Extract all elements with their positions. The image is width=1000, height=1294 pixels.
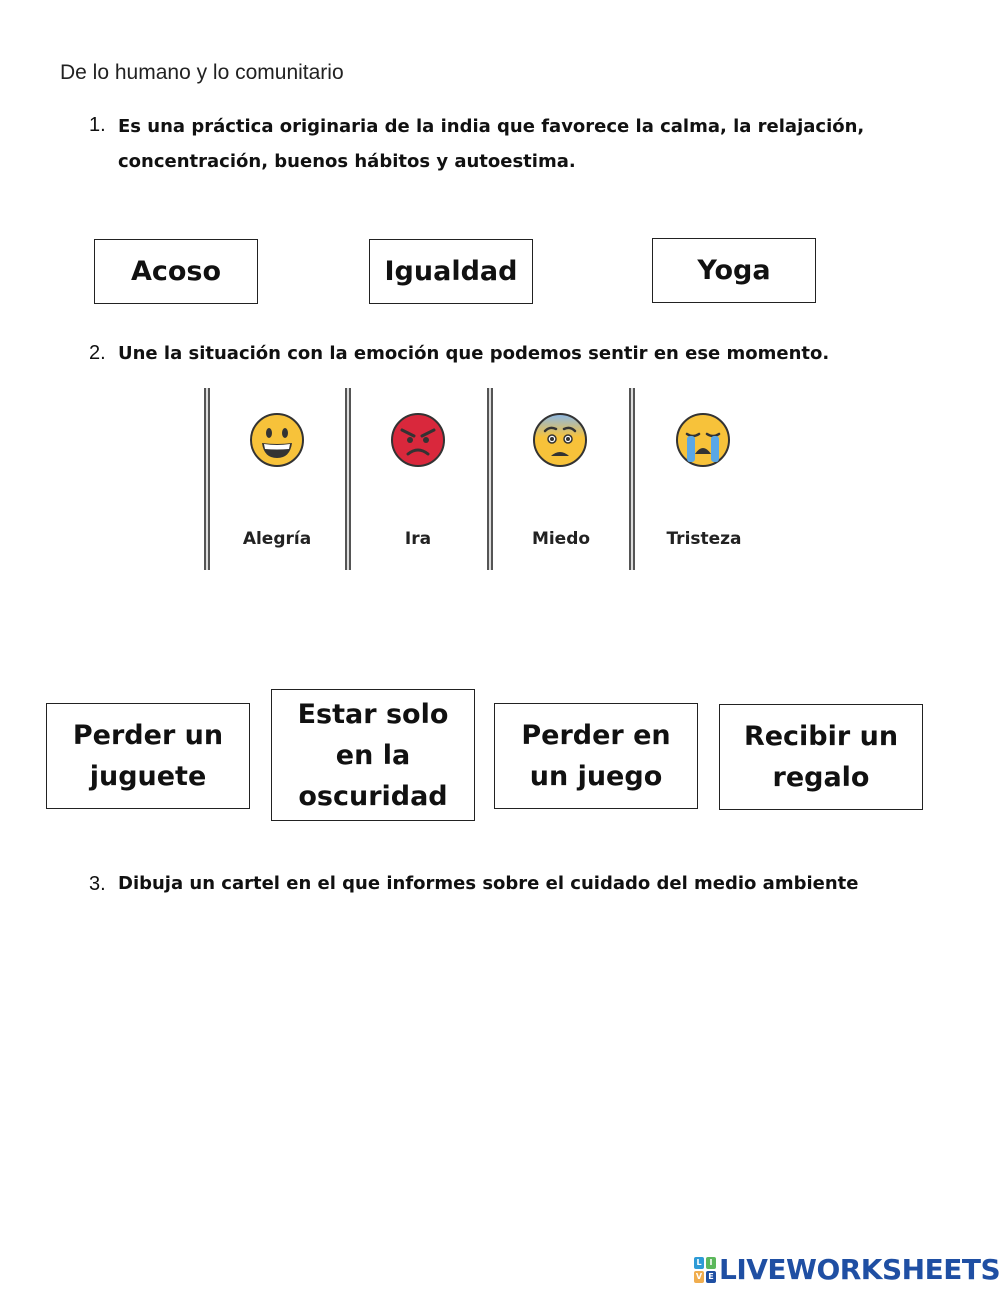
situation-line: en la	[335, 739, 411, 771]
situation-line: Perder en	[521, 720, 671, 751]
question-2-text: Une la situación con la emoción que podemos sentir en ese momento.	[118, 343, 830, 364]
question-1-number: 1.	[89, 114, 106, 136]
grinning-face-icon	[249, 412, 305, 468]
situation-line: juguete	[89, 761, 207, 792]
emotion-label-ira: Ira	[404, 529, 432, 549]
situation-line: oscuridad	[298, 780, 448, 812]
option-igualdad[interactable]: Igualdad	[369, 239, 533, 304]
emotion-label-tristeza: Tristeza	[666, 529, 742, 549]
situation-line: Perder un	[72, 720, 224, 751]
logo-tile: L	[694, 1257, 704, 1269]
emotion-label-alegria: Alegría	[242, 529, 312, 549]
question-2-number: 2.	[89, 342, 106, 364]
question-3-text: Dibuja un cartel en el que informes sobre el cuidado del medio ambiente	[118, 873, 859, 894]
situation-perder-juego[interactable]	[494, 703, 698, 809]
section-title: De lo humano y lo comunitario	[60, 61, 344, 84]
situation-line: Recibir un	[743, 721, 899, 752]
crying-face-icon	[675, 412, 731, 468]
logo-tile: V	[695, 1272, 703, 1281]
logo-text: LIVEWORKSHEETS	[719, 1253, 1000, 1286]
logo-mark-icon	[694, 1257, 716, 1283]
situation-estar-solo-oscuridad[interactable]	[271, 689, 475, 821]
situation-line: regalo	[772, 762, 870, 793]
situation-line: Estar solo	[297, 698, 449, 730]
logo-tile: E	[706, 1271, 716, 1283]
fearful-face-icon	[532, 412, 588, 468]
option-acoso[interactable]: Acoso	[94, 239, 258, 304]
option-yoga[interactable]: Yoga	[652, 238, 816, 303]
question-1-line-2: concentración, buenos hábitos y autoestima.	[118, 151, 576, 172]
situation-line: un juego	[529, 761, 663, 792]
situation-perder-juguete[interactable]	[46, 703, 250, 809]
question-3-number: 3.	[89, 873, 106, 895]
liveworksheets-logo[interactable]	[694, 1253, 1000, 1286]
question-1-line-1: Es una práctica originaria de la india que favorece la calma, la relajación,	[118, 116, 865, 137]
angry-face-icon	[390, 412, 446, 468]
situation-recibir-regalo[interactable]	[719, 704, 923, 810]
emotion-label-miedo: Miedo	[531, 529, 591, 549]
logo-tile: I	[706, 1257, 716, 1269]
question-1-text	[118, 109, 864, 179]
